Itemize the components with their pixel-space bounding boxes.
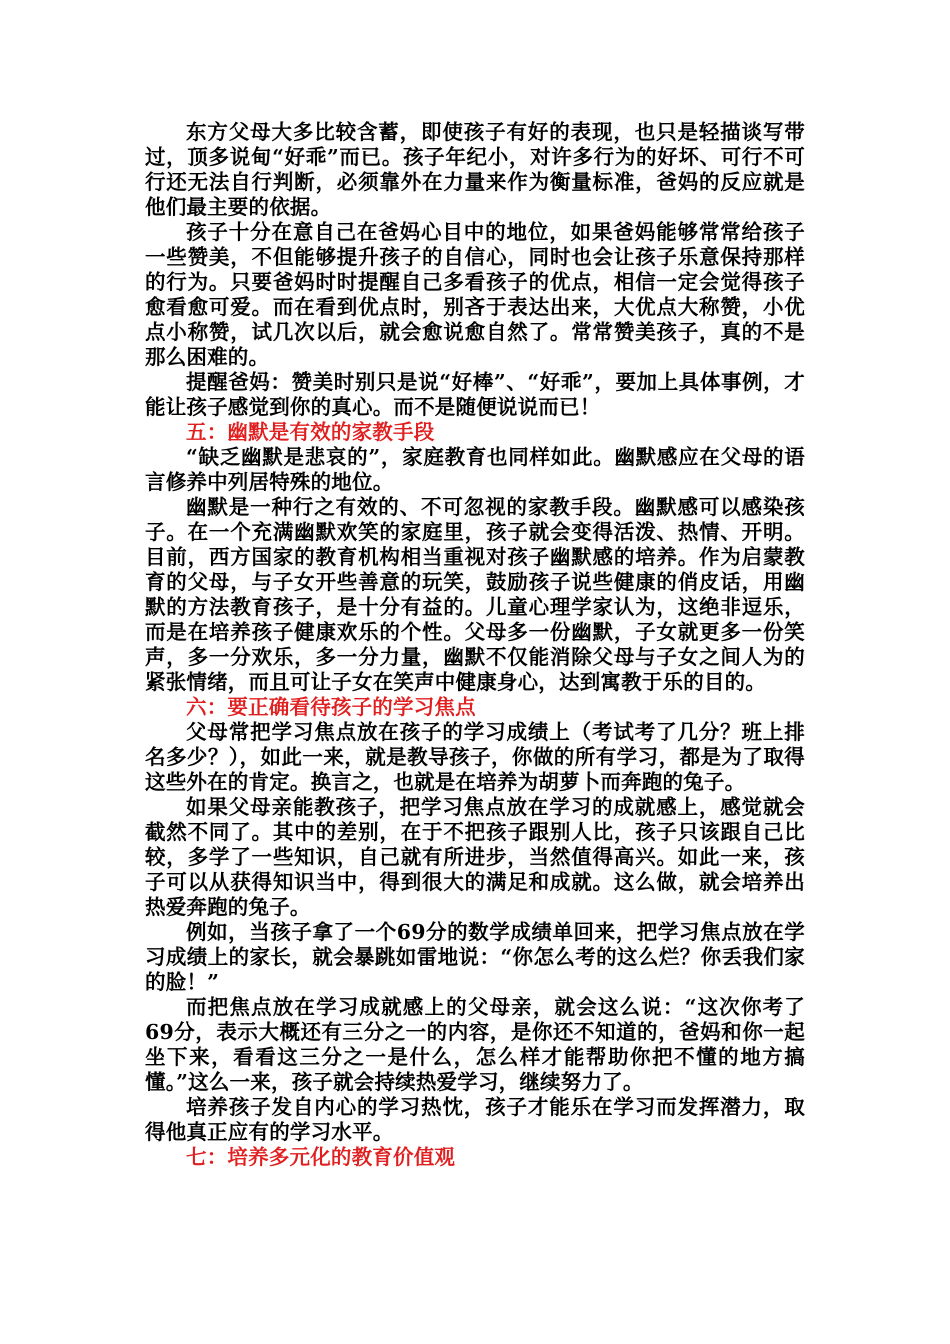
- paragraph-example-supportive: 而把焦点放在学习成就感上的父母亲，就会这么说：“这次你考了69分，表示大概还有三分之一的内容，是你还不知道的，爸妈和你一起坐下来，看看这三分之一是什么，怎么样才能帮助你把不懂的地方搞懂。”这么一来，孩子就会持续热爱学习，继续努力了。: [145, 995, 805, 1094]
- paragraph-learning-passion: 培养孩子发自内心的学习热忱，孩子才能乐在学习而发挥潜力，取得他真正应有的学习水平。: [145, 1095, 805, 1144]
- paragraph-praise-intro: 东方父母大多比较含蓄，即使孩子有好的表现，也只是轻描谈写带过，顶多说甸“好乖”而已。孩子年纪小，对许多行为的好坏、可行不可行还无法自行判断，必须靠外在力量来作为衡量标准，爸妈的反应就是他们最主要的依据。: [145, 120, 805, 219]
- document-body: [145, 120, 805, 1170]
- paragraph-praise-self-esteem: 孩子十分在意自己在爸妈心目中的地位，如果爸妈能够常常给孩子一些赞美，不但能够提升孩子的自信心，同时也会让孩子乐意保持那样的行为。只要爸妈时时提醒自己多看孩子的优点，相信一定会觉得孩子愈看愈可爱。而在看到优点时，别吝于表达出来，大优点大称赞，小优点小称赞，试几次以后，就会愈说愈自然了。常常赞美孩子，真的不是那么困难的。: [145, 220, 805, 369]
- paragraph-humor-method: 幽默是一种行之有效的、不可忽视的家教手段。幽默感可以感染孩子。在一个充满幽默欢笑的家庭里，孩子就会变得活泼、热情、开明。目前，西方国家的教育机构相当重视对孩子幽默感的培养。作为启蒙教育的父母，与子女开些善意的玩笑，鼓励孩子说些健康的俏皮话，用幽默的方法教育孩子，是十分有益的。儿童心理学家认为，这绝非逗乐，而是在培养孩子健康欢乐的个性。父母多一份幽默，子女就更多一份笑声，多一分欢乐，多一分力量，幽默不仅能消除父母与子女之间人为的紧张情绪，而且可让子女在笑声中健康身心，达到寓教于乐的目的。: [145, 495, 805, 694]
- paragraph-learning-grades: 父母常把学习焦点放在孩子的学习成绩上（考试考了几分？班上排名多少？），如此一来，就是教导孩子，你做的所有学习，都是为了取得这些外在的肯定。换言之，也就是在培养为胡萝卜而奔跑的兔子。: [145, 720, 805, 794]
- section-heading-humor: 五：幽默是有效的家教手段: [186, 420, 435, 444]
- paragraph-humor-quote: “缺乏幽默是悲哀的”，家庭教育也同样如此。幽默感应在父母的语言修养中列居特殊的地位。: [145, 445, 805, 494]
- paragraph-learning-achievement: 如果父母亲能教孩子，把学习焦点放在学习的成就感上，感觉就会截然不同了。其中的差别，在于不把孩子跟别人比，孩子只该跟自己比较，多学了一些知识，自己就有所进步，当然值得高兴。如此一来，孩子可以从获得知识当中，得到很大的满足和成就。这么做，就会培养出热爱奔跑的兔子。: [145, 795, 805, 919]
- paragraph-praise-reminder: 提醒爸妈：赞美时别只是说“好棒”、“好乖”，要加上具体事例，才能让孩子感觉到你的真心。而不是随便说说而已！: [145, 370, 805, 419]
- paragraph-example-angry: 例如，当孩子拿了一个69分的数学成绩单回来，把学习焦点放在学习成绩上的家长，就会暴跳如雷地说：“你怎么考的这么烂？你丢我们家的脸！”: [145, 920, 805, 994]
- section-heading-values: 七：培养多元化的教育价值观: [186, 1145, 456, 1169]
- section-heading-learning-focus: 六：要正确看待孩子的学习焦点: [186, 695, 476, 719]
